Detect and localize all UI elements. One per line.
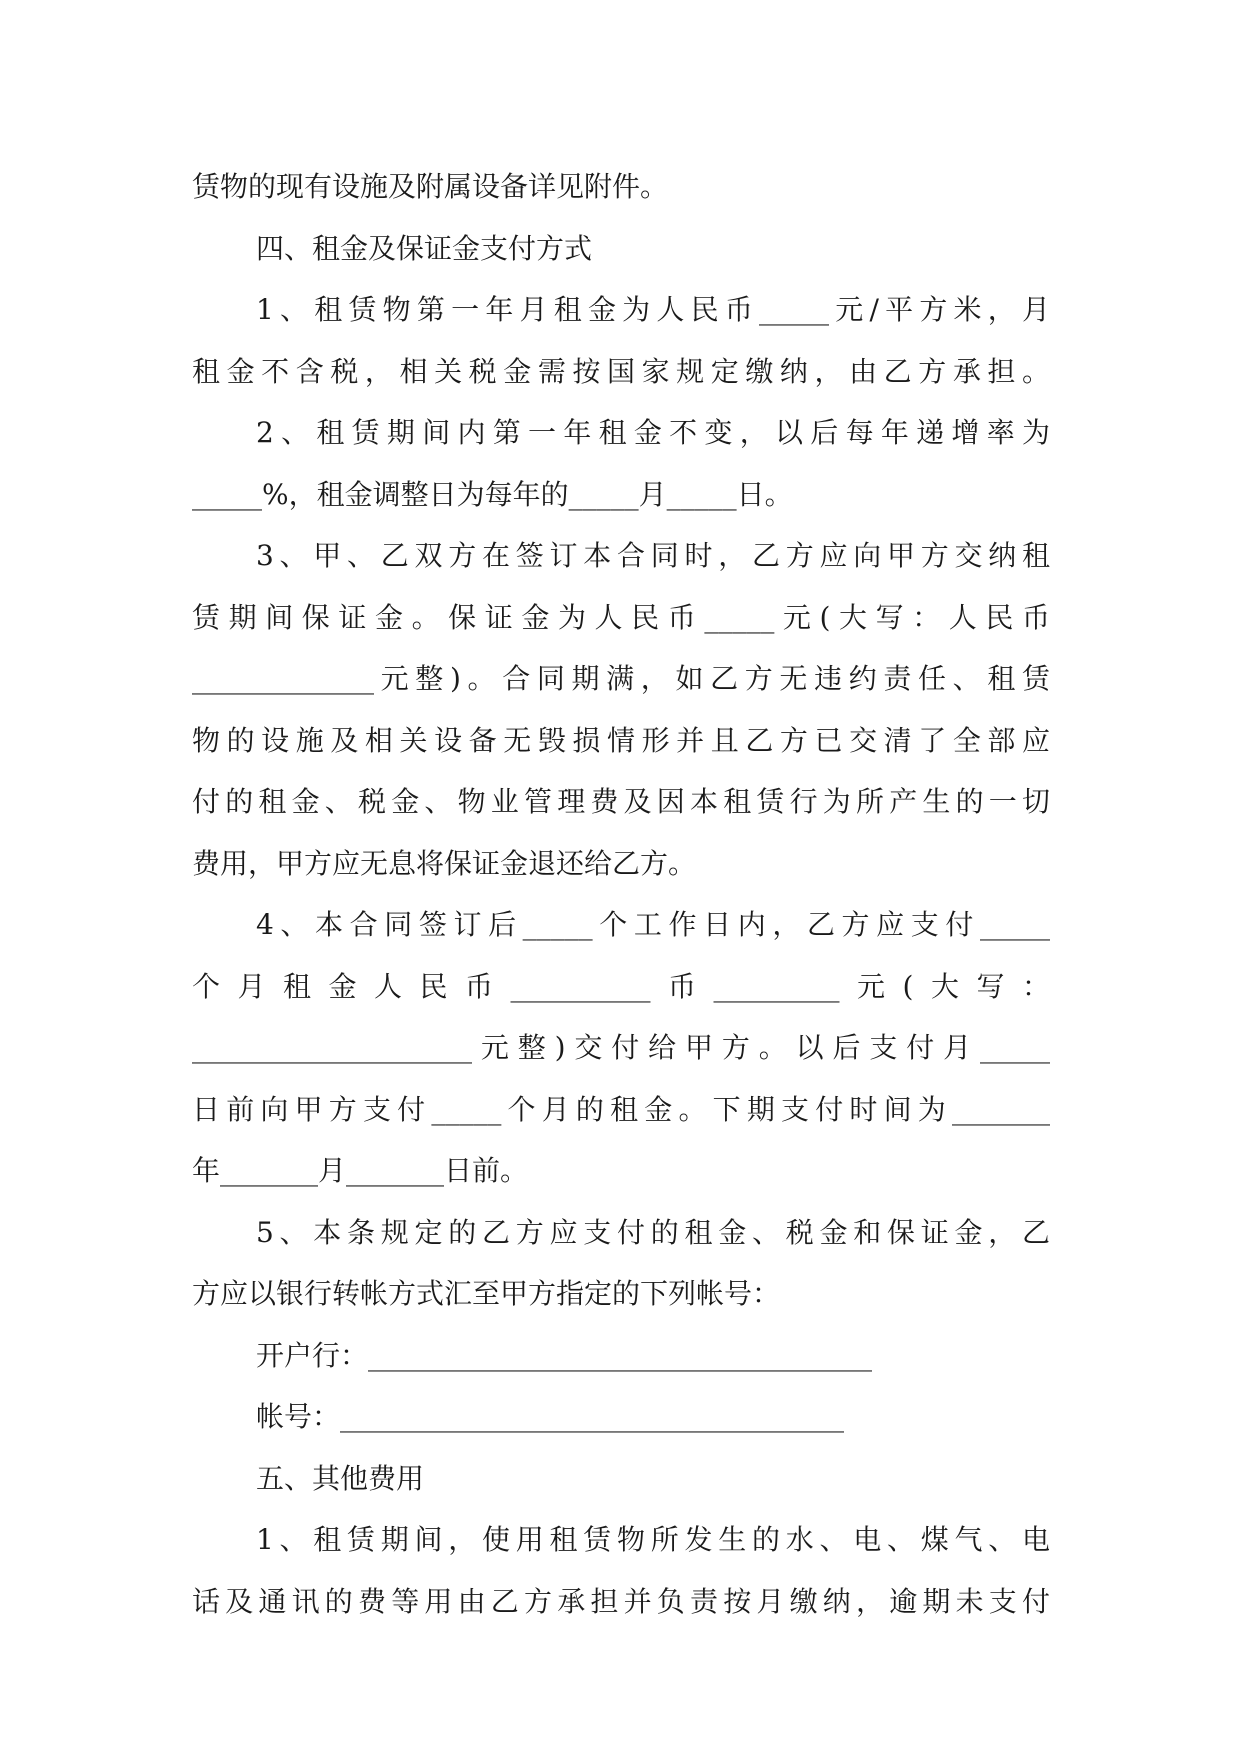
text-line: 1、租赁物第一年月租金为人民币_____元/平方米，月: [256, 293, 1050, 326]
text-line: 赁期间保证金。保证金为人民币_____元(大写：人民币: [192, 600, 1050, 634]
account-number-line: 帐号：____________________________________: [256, 1400, 845, 1433]
text-line: 费用，甲方应无息将保证金退还给乙方。: [192, 846, 697, 880]
text-line: 个月租金人民币__________币_________元(大写：: [192, 969, 1050, 1003]
text-line: 话及通讯的费等用由乙方承担并负责按月缴纳，逾期未支付: [192, 1584, 1050, 1618]
text-line: 年_______月_______日前。: [192, 1154, 529, 1187]
text-line: 方应以银行转帐方式汇至甲方指定的下列帐号：: [192, 1277, 781, 1310]
text-line: 租金不含税，相关税金需按国家规定缴纳，由乙方承担。: [192, 354, 1050, 388]
text-line: 5、本条规定的乙方应支付的租金、税金和保证金，乙: [256, 1215, 1050, 1249]
bank-name-line: 开户行：____________________________________: [256, 1338, 873, 1372]
text-line: 付的租金、税金、物业管理费及因本租赁行为所产生的一切: [192, 785, 1050, 818]
section-heading: 五、其他费用: [256, 1461, 425, 1495]
text-line: 赁物的现有设施及附属设备详见附件。: [192, 170, 669, 203]
text-line: 2、租赁期间内第一年租金不变，以后每年递增率为: [256, 416, 1050, 449]
section-heading: 四、租金及保证金支付方式: [256, 231, 593, 265]
text-line: 物的设施及相关设备无毁损情形并且乙方已交清了全部应: [192, 723, 1050, 757]
text-line: 1、租赁期间，使用租赁物所发生的水、电、煤气、电: [256, 1523, 1050, 1556]
text-line: _____________元整)。合同期满，如乙方无违约责任、租赁: [192, 662, 1050, 695]
text-line: _____%，租金调整日为每年的_____月_____日。: [192, 477, 793, 511]
text-line: ____________________元整)交付给甲方。以后支付月_____: [192, 1031, 1050, 1064]
document-body: [192, 156, 1050, 1632]
text-line: 日前向甲方支付_____个月的租金。下期支付时间为_______: [192, 1092, 1050, 1126]
text-line: 3、甲、乙双方在签订本合同时，乙方应向甲方交纳租: [256, 539, 1050, 572]
text-line: 4、本合同签订后_____个工作日内，乙方应支付_____: [256, 908, 1050, 941]
